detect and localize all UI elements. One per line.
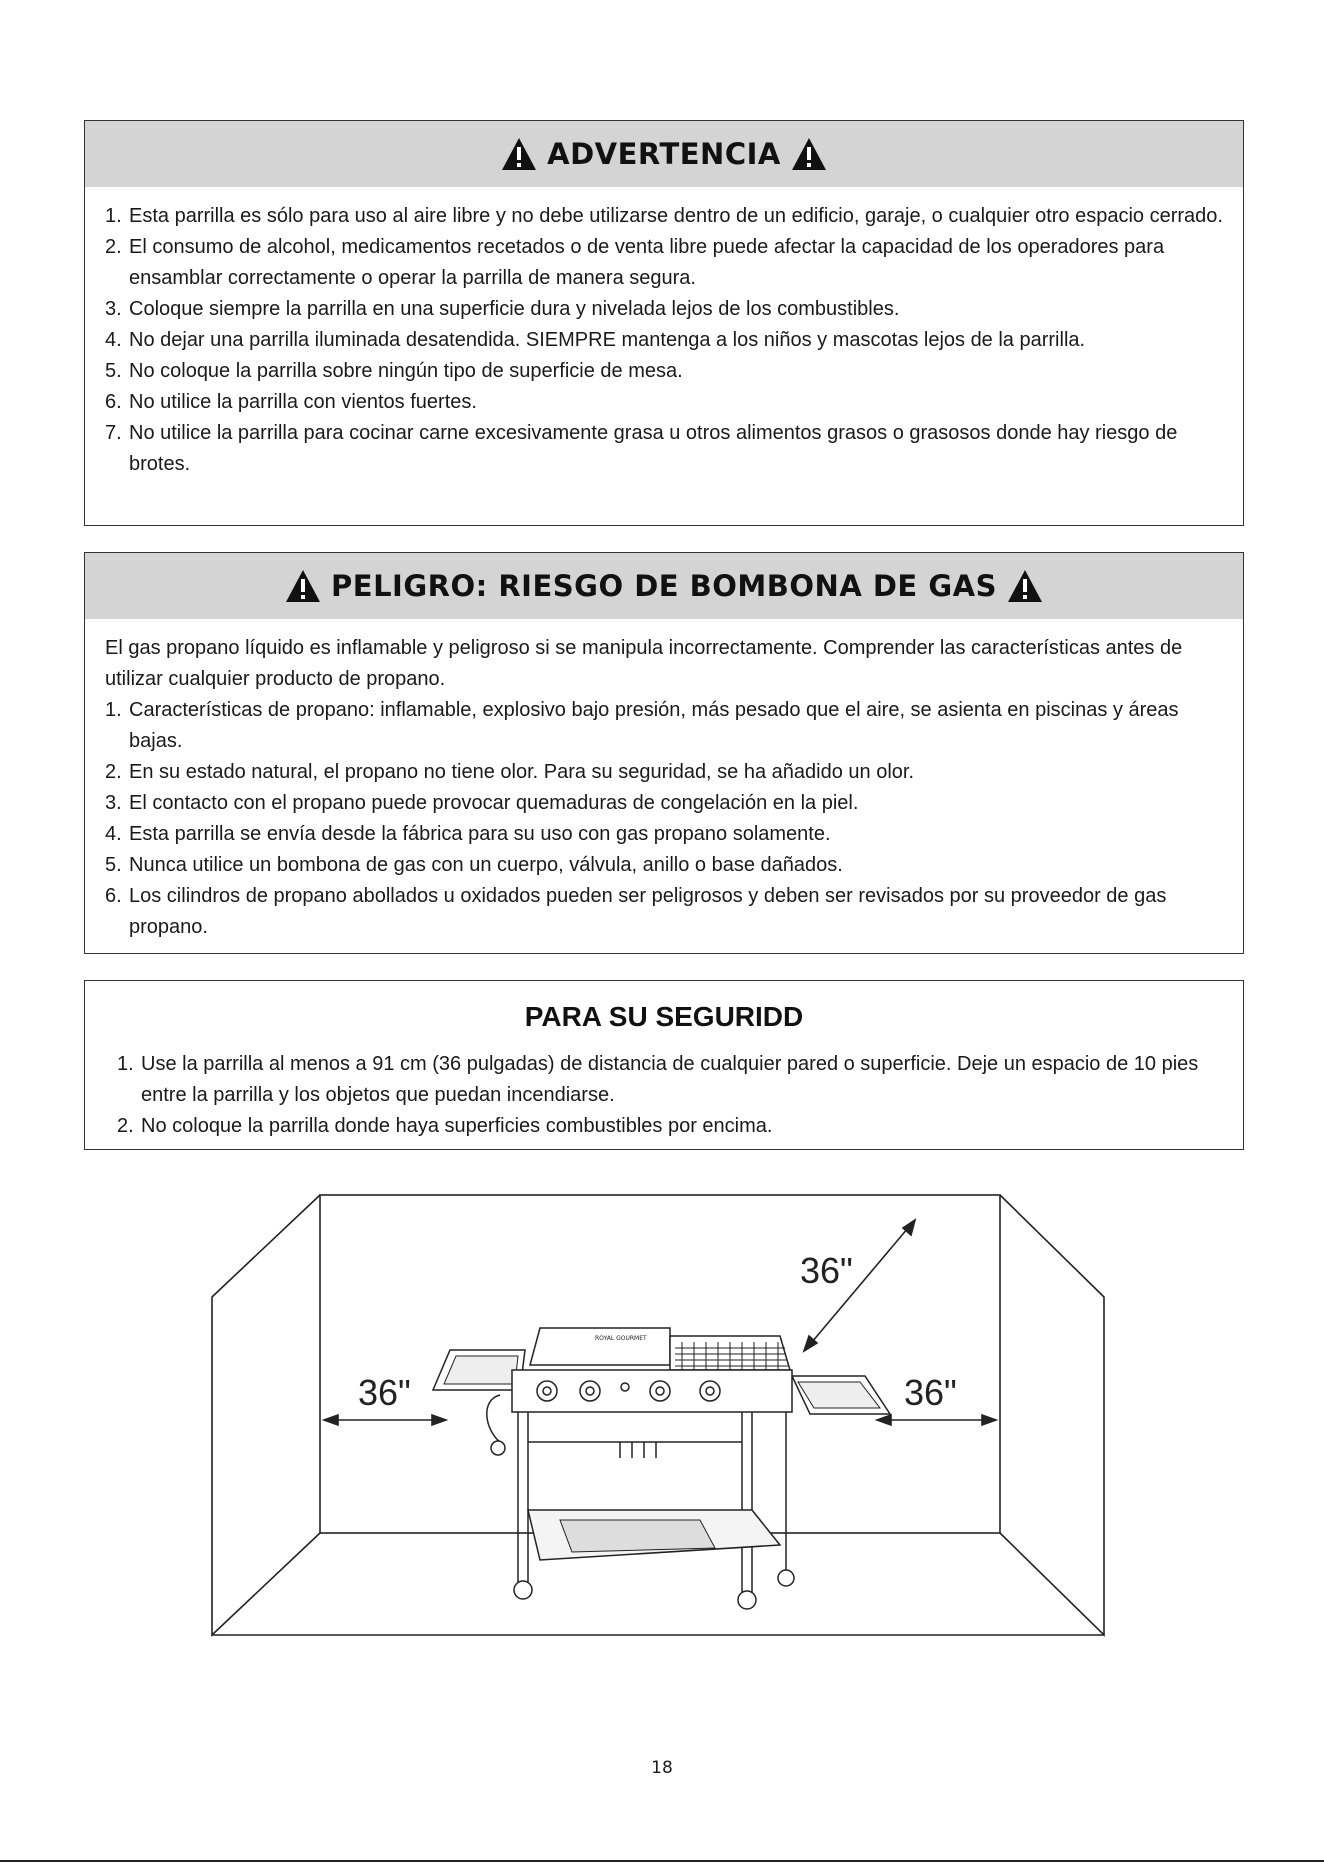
list-item: 6. No utilice la parrilla con vientos fuertes. [105,391,477,413]
list-item: 7. No utilice la parrilla para cocinar carne excesivamente grasa u otros alimentos grasos o grasosos donde hay riesgo de brotes. [105,422,1178,475]
warning-triangle-icon [791,137,827,171]
safety-list [117,1049,1227,1142]
danger-title: PELIGRO: RIESGO DE BOMBONA DE GAS [331,569,997,603]
list-item: 5. Nunca utilice un bombona de gas con un cuerpo, válvula, anillo o base dañados. [105,854,843,876]
list-item: 3. El contacto con el propano puede provocar quemaduras de congelación en la piel. [105,792,859,814]
list-item: 6. Los cilindros de propano abollados u oxidados pueden ser peligrosos y deben ser revisados por su proveedor de gas propano. [105,885,1167,938]
arrow-right-icon [432,1415,446,1425]
room-outline [212,1195,1104,1635]
brand-label: ROYAL GOURMET [595,1335,647,1342]
list-item: 2. El consumo de alcohol, medicamentos recetados o de venta libre puede afectar la capacidad de los operadores para ensamblar correctamente o operar la parrilla de manera segura. [105,236,1165,289]
warning-title: ADVERTENCIA [547,137,781,171]
clearance-back-label: 36" [800,1250,853,1291]
list-item: 1. Características de propano: inflamable, explosivo bajo presión, más pesado que el aire, se asienta en piscinas y áreas bajas. [105,699,1179,752]
grill-illustration [433,1328,890,1609]
list-item: 2. No coloque la parrilla donde haya superficies combustibles por encima. [117,1115,773,1137]
clearance-diagram [200,1180,1120,1640]
clearance-right-label: 36" [904,1372,957,1413]
arrow-right-icon [982,1415,996,1425]
list-item: 1. Use la parrilla al menos a 91 cm (36 pulgadas) de distancia de cualquier pared o superficie. Deje un espacio de 10 pies entre la parrilla y los objetos que puedan incendiarse. [117,1053,1199,1106]
arrow-left-icon [877,1415,891,1425]
list-item: 2. En su estado natural, el propano no tiene olor. Para su seguridad, se ha añadido un olor. [105,761,914,783]
list-item: 1. Esta parrilla es sólo para uso al aire libre y no debe utilizarse dentro de un edificio, garaje, o cualquier otro espacio cerrado. [105,205,1223,227]
danger-list [105,695,1227,943]
warning-list [105,201,1227,480]
danger-box [84,552,1244,954]
clearance-left-label: 36" [358,1372,411,1413]
list-item: 4. Esta parrilla se envía desde la fábrica para su uso con gas propano solamente. [105,823,831,845]
list-item: 4. No dejar una parrilla iluminada desatendida. SIEMPRE mantenga a los niños y mascotas lejos de la parrilla. [105,329,1086,351]
warning-triangle-icon [501,137,537,171]
bottom-rule [0,1860,1324,1862]
warning-triangle-icon [285,569,321,603]
list-item: 3. Coloque siempre la parrilla en una superficie dura y nivelada lejos de los combustibles. [105,298,900,320]
page-number: 18 [651,1758,673,1778]
safety-box [84,980,1244,1150]
warning-triangle-icon [1007,569,1043,603]
warning-box [84,120,1244,526]
danger-header [85,553,1243,619]
list-item: 5. No coloque la parrilla sobre ningún tipo de superficie de mesa. [105,360,683,382]
safety-title: PARA SU SEGURIDD [524,1001,804,1032]
warning-header [85,121,1243,187]
arrow-left-icon [324,1415,338,1425]
danger-intro: El gas propano líquido es inflamable y peligroso si se manipula incorrectamente. Comprender las características antes de utilizar cualquier producto de propano. [105,637,1183,690]
